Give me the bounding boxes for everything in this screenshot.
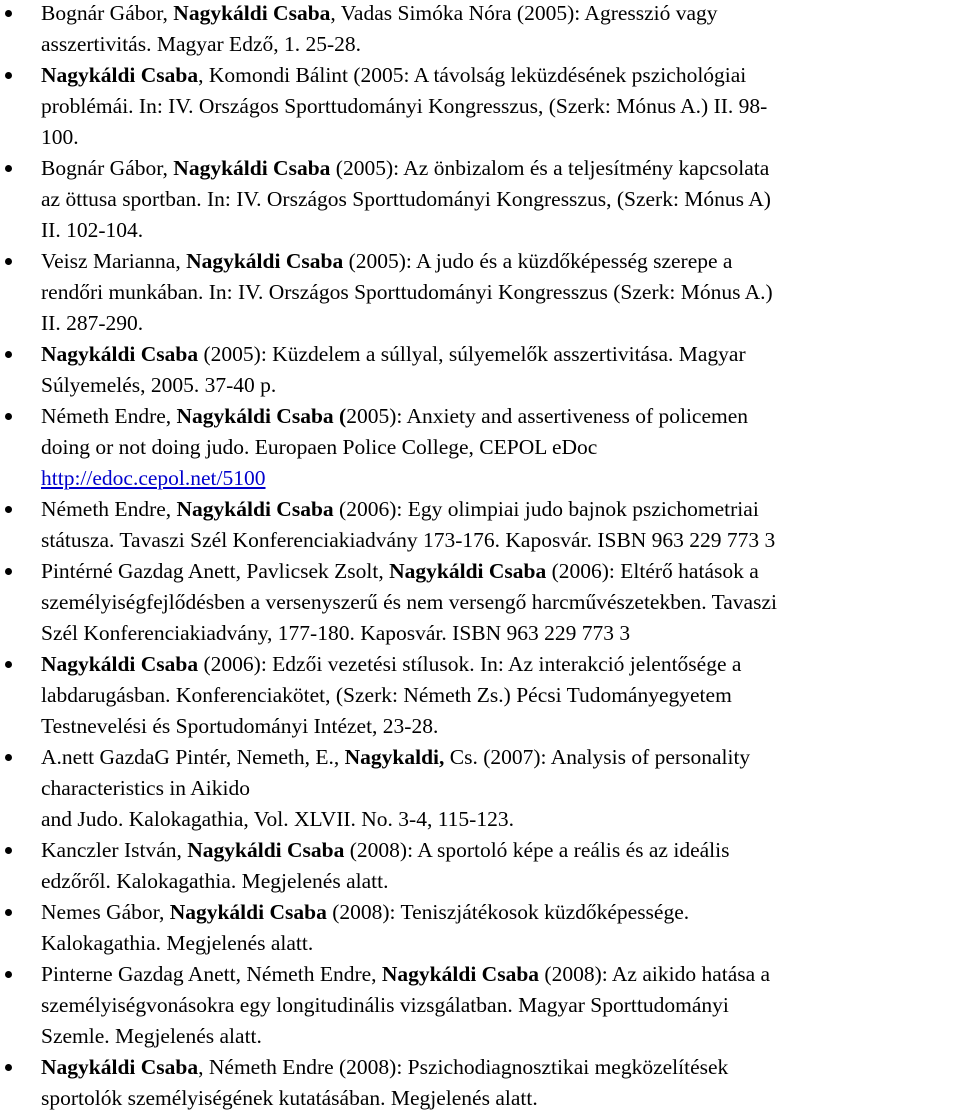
- reference-item: [0, 494, 960, 556]
- author-name-bold: Nagykáldi Csaba: [187, 838, 345, 862]
- author-name-bold: Nagykaldi,: [344, 745, 445, 769]
- author-name-bold: Nagykáldi Csaba: [41, 1055, 199, 1079]
- reference-link[interactable]: http://edoc.cepol.net/5100: [41, 466, 266, 490]
- reference-text: (2005): Az önbizalom és a teljesítmény kapcsolata: [330, 156, 770, 180]
- bullet-icon: [5, 847, 12, 854]
- reference-text: az öttusa sportban. In: IV. Országos Sporttudományi Kongresszus, (Szerk: Mónus A): [41, 187, 771, 211]
- reference-line: [41, 339, 960, 370]
- reference-line: [41, 959, 960, 990]
- bullet-icon: [5, 258, 12, 265]
- reference-item: [0, 1052, 960, 1114]
- reference-text: Veisz Marianna,: [41, 249, 187, 273]
- reference-text: A.nett GazdaG Pintér, Nemeth, E.,: [41, 745, 345, 769]
- reference-line: [41, 91, 960, 122]
- author-name-bold: Nagykáldi Csaba: [173, 1, 331, 25]
- reference-text: Súlyemelés, 2005. 37-40 p.: [41, 373, 277, 397]
- reference-text: Szemle. Megjelenés alatt.: [41, 1024, 262, 1048]
- reference-line: [41, 866, 960, 897]
- reference-item: [0, 649, 960, 742]
- reference-text: Kanczler István,: [41, 838, 188, 862]
- reference-text: and Judo. Kalokagathia, Vol. XLVII. No. 3-4, 115-123.: [41, 807, 514, 831]
- reference-text: 2005): Anxiety and assertiveness of policemen: [346, 404, 749, 428]
- reference-text: II. 287-290.: [41, 311, 144, 335]
- reference-text: rendőri munkában. In: IV. Országos Sporttudományi Kongresszus (Szerk: Mónus A.): [41, 280, 773, 304]
- reference-item: [0, 742, 960, 835]
- reference-text: , Vadas Simóka Nóra (2005): Agresszió vagy: [330, 1, 718, 25]
- author-name-bold: Nagykáldi Csaba: [389, 559, 547, 583]
- author-name-bold: Nagykáldi Csaba: [41, 63, 199, 87]
- reference-line: [41, 60, 960, 91]
- reference-line: [41, 835, 960, 866]
- reference-text: Pintérné Gazdag Anett, Pavlicsek Zsolt,: [41, 559, 390, 583]
- reference-line: [41, 370, 960, 401]
- reference-text: (2008): Az aikido hatása a: [539, 962, 771, 986]
- reference-item: [0, 0, 960, 60]
- author-name-bold: Nagykáldi Csaba: [176, 497, 334, 521]
- reference-item: [0, 60, 960, 153]
- reference-text: személyiségfejlődésben a versenyszerű és nem versengő harcművészetekben. Tavaszi: [41, 590, 777, 614]
- author-name-bold: Nagykáldi Csaba: [41, 342, 199, 366]
- reference-line: [41, 1021, 960, 1052]
- reference-item: [0, 897, 960, 959]
- reference-item: [0, 401, 960, 494]
- reference-text: Cs. (2007): Analysis of personality: [444, 745, 751, 769]
- reference-text: Szél Konferenciakiadvány, 177-180. Kaposvár. ISBN 963 229 773 3: [41, 621, 631, 645]
- reference-line: [41, 153, 960, 184]
- reference-item: [0, 959, 960, 1052]
- reference-line: [41, 711, 960, 742]
- reference-line: [41, 184, 960, 215]
- bullet-icon: [5, 351, 12, 358]
- reference-line: [41, 525, 960, 556]
- author-name-bold: Nagykáldi Csaba: [173, 156, 331, 180]
- reference-text: (2005): A judo és a küzdőképesség szerepe a: [343, 249, 733, 273]
- bullet-icon: [5, 909, 12, 916]
- reference-line: [41, 308, 960, 339]
- reference-text: (2008): Teniszjátékosok küzdőképessége.: [326, 900, 690, 924]
- reference-line: [41, 1052, 960, 1083]
- reference-text: edzőről. Kalokagathia. Megjelenés alatt.: [41, 869, 389, 893]
- reference-line: [41, 122, 960, 153]
- reference-text: Nemes Gábor,: [41, 900, 170, 924]
- reference-text: (2006): Edzői vezetési stílusok. In: Az interakció jelentősége a: [198, 652, 742, 676]
- reference-text: , Németh Endre (2008): Pszichodiagnosztikai megközelítések: [198, 1055, 729, 1079]
- reference-text: Bognár Gábor,: [41, 156, 174, 180]
- bullet-icon: [5, 661, 12, 668]
- bullet-icon: [5, 72, 12, 79]
- reference-text: Németh Endre,: [41, 497, 177, 521]
- reference-line: [41, 432, 960, 463]
- bullet-icon: [5, 971, 12, 978]
- bullet-icon: [5, 568, 12, 575]
- reference-line: [41, 494, 960, 525]
- reference-line: [41, 1083, 960, 1114]
- reference-text: Pinterne Gazdag Anett, Németh Endre,: [41, 962, 382, 986]
- reference-item: [0, 153, 960, 246]
- reference-text: doing or not doing judo. Europaen Police College, CEPOL eDoc: [41, 435, 598, 459]
- bullet-icon: [5, 1064, 12, 1071]
- bullet-icon: [5, 413, 12, 420]
- reference-line: [41, 215, 960, 246]
- reference-line: [41, 29, 960, 60]
- reference-text: problémái. In: IV. Országos Sporttudományi Kongresszus, (Szerk: Mónus A.) II. 98-: [41, 94, 768, 118]
- reference-text: Kalokagathia. Megjelenés alatt.: [41, 931, 314, 955]
- reference-line: [41, 618, 960, 649]
- reference-line: [41, 990, 960, 1021]
- reference-text: (2005): Küzdelem a súllyal, súlyemelők asszertivitása. Magyar: [198, 342, 746, 366]
- reference-line: [41, 680, 960, 711]
- reference-text: Bognár Gábor,: [41, 1, 174, 25]
- reference-line: [41, 742, 960, 773]
- reference-text: , Komondi Bálint (2005: A távolság leküzdésének pszichológiai: [198, 63, 747, 87]
- reference-line: [41, 246, 960, 277]
- bullet-icon: [5, 506, 12, 513]
- reference-line: [41, 928, 960, 959]
- reference-text: (2006): Egy olimpiai judo bajnok pszichometriai: [333, 497, 759, 521]
- reference-line: [41, 0, 960, 29]
- reference-text: (2006): Eltérő hatások a: [546, 559, 759, 583]
- reference-text: labdarugásban. Konferenciakötet, (Szerk: Németh Zs.) Pécsi Tudományegyetem: [41, 683, 732, 707]
- reference-text: asszertivitás. Magyar Edző, 1. 25-28.: [41, 32, 362, 56]
- reference-text: Testnevelési és Sportudományi Intézet, 23-28.: [41, 714, 439, 738]
- reference-text: státusza. Tavaszi Szél Konferenciakiadvány 173-176. Kaposvár. ISBN 963 229 773 3: [41, 528, 776, 552]
- reference-line: [41, 463, 960, 494]
- reference-text: Németh Endre,: [41, 404, 177, 428]
- reference-text: 100.: [41, 125, 79, 149]
- reference-text: sportolók személyiségének kutatásában. Megjelenés alatt.: [41, 1086, 538, 1110]
- author-name-bold: Nagykáldi Csaba (: [176, 404, 347, 428]
- reference-line: [41, 649, 960, 680]
- author-name-bold: Nagykáldi Csaba: [41, 652, 199, 676]
- bullet-icon: [5, 165, 12, 172]
- reference-text: személyiségvonásokra egy longitudinális vizsgálatban. Magyar Sporttudományi: [41, 993, 729, 1017]
- reference-line: [41, 556, 960, 587]
- reference-item: [0, 339, 960, 401]
- author-name-bold: Nagykáldi Csaba: [186, 249, 344, 273]
- reference-text: II. 102-104.: [41, 218, 144, 242]
- reference-text: characteristics in Aikido: [41, 776, 250, 800]
- reference-line: [41, 587, 960, 618]
- bullet-icon: [5, 10, 12, 17]
- reference-line: [41, 277, 960, 308]
- reference-item: [0, 556, 960, 649]
- reference-line: [41, 804, 960, 835]
- reference-line: [41, 773, 960, 804]
- reference-item: [0, 246, 960, 339]
- reference-line: [41, 401, 960, 432]
- reference-text: (2008): A sportoló képe a reális és az ideális: [344, 838, 730, 862]
- bullet-icon: [5, 754, 12, 761]
- reference-item: [0, 835, 960, 897]
- reference-line: [41, 897, 960, 928]
- author-name-bold: Nagykáldi Csaba: [169, 900, 327, 924]
- author-name-bold: Nagykáldi Csaba: [381, 962, 540, 986]
